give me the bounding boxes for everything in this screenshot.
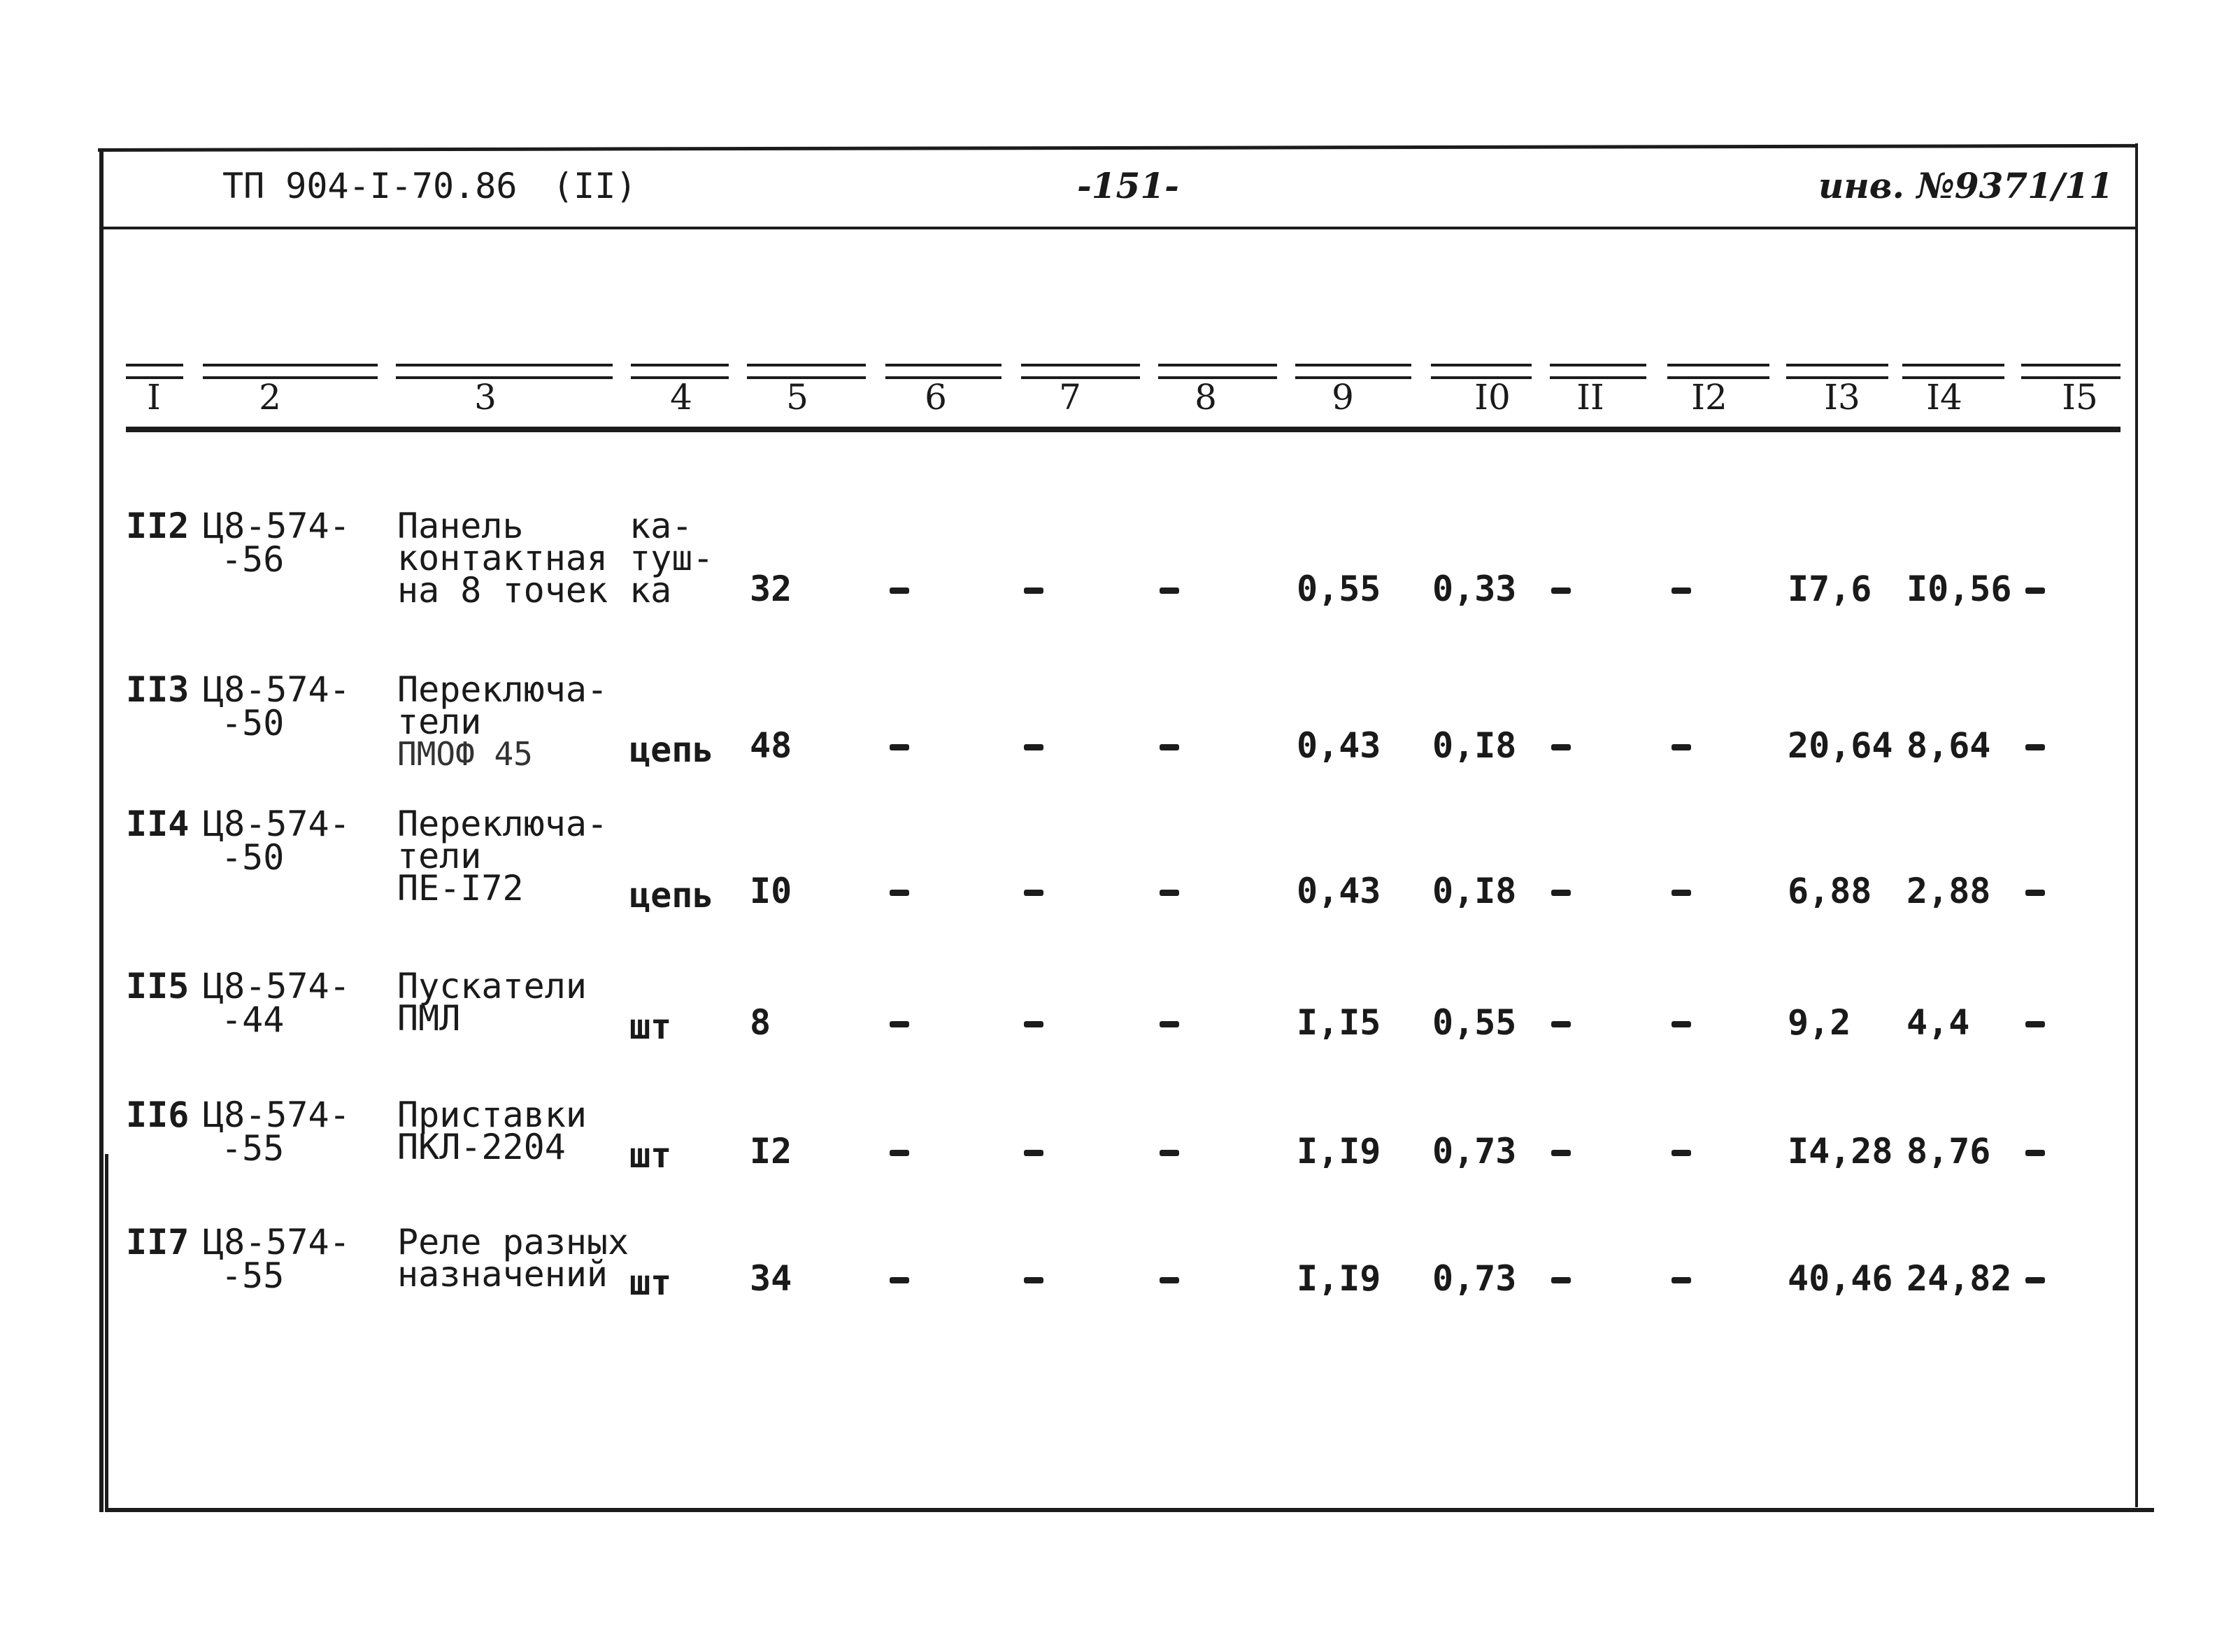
item-name: Панель (397, 506, 524, 546)
col10-value: 0,73 (1432, 1258, 1517, 1299)
item-code: Ц8-574- (203, 1095, 350, 1135)
column-number: 8 (1195, 377, 1217, 418)
col12-dash (1672, 588, 1691, 594)
item-code: Ц8-574- (203, 506, 350, 546)
item-name: Переключа- (397, 804, 608, 844)
item-code: -56 (221, 539, 285, 580)
col7-dash (1024, 744, 1043, 750)
col14-value: I0,56 (1906, 569, 2012, 609)
col15-dash (2025, 890, 2045, 896)
col7-dash (1024, 588, 1043, 594)
col8-dash (1160, 1021, 1179, 1027)
col12-dash (1672, 744, 1691, 750)
unit-of-measure: цепь (629, 729, 714, 770)
col15-dash (2025, 1021, 2045, 1027)
col13-value: 20,64 (1788, 725, 1893, 766)
col6-dash (890, 588, 909, 594)
col8-dash (1160, 890, 1179, 896)
row-number: II5 (126, 966, 190, 1006)
col11-dash (1551, 744, 1571, 750)
frame-header-border (101, 227, 2137, 229)
col8-dash (1160, 1150, 1179, 1156)
item-code: -50 (221, 837, 285, 878)
column-number: 4 (670, 377, 692, 418)
frame-top-border (98, 144, 2137, 152)
col11-dash (1551, 1277, 1571, 1283)
col11-dash (1551, 588, 1571, 594)
frame-left-border-thick (105, 1154, 108, 1512)
col13-value: I7,6 (1788, 569, 1872, 609)
column-number: I4 (1926, 377, 1962, 418)
quantity: 34 (750, 1258, 792, 1299)
col9-value: 0,43 (1297, 871, 1381, 911)
col6-dash (890, 1021, 909, 1027)
item-name: Приставки (397, 1095, 587, 1135)
frame-left-border (99, 148, 104, 1512)
col7-dash (1024, 1021, 1043, 1027)
quantity: I2 (750, 1131, 792, 1172)
col12-dash (1672, 1150, 1691, 1156)
col14-value: 24,82 (1906, 1258, 2012, 1299)
col10-value: 0,I8 (1432, 725, 1517, 766)
column-number: 2 (259, 377, 281, 418)
col13-value: I4,28 (1788, 1131, 1893, 1172)
item-name: Пускатели (397, 966, 587, 1006)
column-number: I2 (1691, 377, 1727, 418)
column-header-rule (126, 427, 2120, 432)
item-name: на 8 точек (397, 570, 608, 611)
frame-right-border (2135, 143, 2138, 1507)
column-number: I (147, 377, 161, 418)
column-number: I0 (1474, 377, 1511, 418)
col8-dash (1160, 744, 1179, 750)
item-code: Ц8-574- (203, 966, 350, 1006)
col6-dash (890, 1277, 909, 1283)
frame-bottom-border (105, 1508, 2154, 1512)
col11-dash (1551, 1021, 1571, 1027)
quantity: I0 (750, 871, 792, 911)
col13-value: 40,46 (1788, 1258, 1893, 1299)
quantity: 8 (750, 1002, 771, 1043)
row-number: II4 (126, 804, 190, 844)
inventory-number: инв. №9371/11 (1818, 165, 2114, 206)
unit-of-measure: ка- (629, 506, 693, 546)
column-number: II (1576, 377, 1604, 418)
col7-dash (1024, 1277, 1043, 1283)
item-code: -50 (221, 703, 285, 743)
item-name: ПКЛ-2204 (397, 1127, 566, 1167)
item-code: Ц8-574- (203, 804, 350, 844)
column-number: 9 (1332, 377, 1354, 418)
col9-value: 0,43 (1297, 725, 1381, 766)
item-name: тели (397, 836, 482, 876)
col12-dash (1672, 1021, 1691, 1027)
item-code: Ц8-574- (203, 669, 350, 710)
quantity: 48 (750, 725, 792, 766)
col8-dash (1160, 588, 1179, 594)
col8-dash (1160, 1277, 1179, 1283)
unit-of-measure: шт (629, 1262, 672, 1303)
volume-number: (II) (553, 166, 637, 206)
col13-value: 6,88 (1788, 871, 1872, 911)
col14-value: 8,76 (1906, 1131, 1991, 1172)
column-number: 5 (786, 377, 808, 418)
row-number: II6 (126, 1095, 190, 1135)
quantity: 32 (750, 569, 792, 609)
col15-dash (2025, 1150, 2045, 1156)
item-code: Ц8-574- (203, 1222, 350, 1262)
column-number: I3 (1824, 377, 1860, 418)
col9-value: 0,55 (1297, 569, 1381, 609)
col11-dash (1551, 890, 1571, 896)
item-name: назначений (397, 1254, 608, 1295)
col14-value: 4,4 (1906, 1002, 1970, 1043)
col9-value: I,I9 (1297, 1131, 1381, 1172)
col6-dash (890, 1150, 909, 1156)
col15-dash (2025, 744, 2045, 750)
col10-value: 0,73 (1432, 1131, 1517, 1172)
unit-of-measure: туш- (629, 538, 714, 578)
col7-dash (1024, 890, 1043, 896)
row-number: II7 (126, 1222, 190, 1262)
col6-dash (890, 890, 909, 896)
item-name: Реле разных (397, 1222, 629, 1262)
item-code: -55 (221, 1255, 285, 1296)
col7-dash (1024, 1150, 1043, 1156)
unit-of-measure: шт (629, 1006, 672, 1047)
item-name: ПЕ-I72 (397, 868, 524, 909)
col10-value: 0,55 (1432, 1002, 1517, 1043)
col15-dash (2025, 1277, 2045, 1283)
item-name: ПМЛ (397, 998, 461, 1039)
row-number: II2 (126, 506, 190, 546)
col9-value: I,I9 (1297, 1258, 1381, 1299)
col14-value: 2,88 (1906, 871, 1991, 911)
col9-value: I,I5 (1297, 1002, 1381, 1043)
item-name: Переключа- (397, 669, 608, 710)
item-name: тели (397, 702, 482, 742)
col11-dash (1551, 1150, 1571, 1156)
col13-value: 9,2 (1788, 1002, 1851, 1043)
item-name: ПМОФ 45 (397, 735, 533, 773)
page-number: -151- (1077, 165, 1179, 206)
col10-value: 0,I8 (1432, 871, 1517, 911)
column-number: I5 (2062, 377, 2098, 418)
col12-dash (1672, 1277, 1691, 1283)
unit-of-measure: ка (629, 570, 672, 611)
col14-value: 8,64 (1906, 725, 1991, 766)
column-number: 3 (474, 377, 497, 418)
column-number: 6 (925, 377, 947, 418)
unit-of-measure: цепь (629, 875, 714, 916)
item-code: -44 (221, 999, 285, 1040)
col6-dash (890, 744, 909, 750)
col10-value: 0,33 (1432, 569, 1517, 609)
column-number: 7 (1059, 377, 1081, 418)
item-code: -55 (221, 1128, 285, 1169)
item-name: контактная (397, 538, 608, 578)
col12-dash (1672, 890, 1691, 896)
unit-of-measure: шт (629, 1135, 672, 1176)
document-code: ТП 904-I-70.86 (222, 166, 518, 206)
col15-dash (2025, 588, 2045, 594)
row-number: II3 (126, 669, 190, 710)
